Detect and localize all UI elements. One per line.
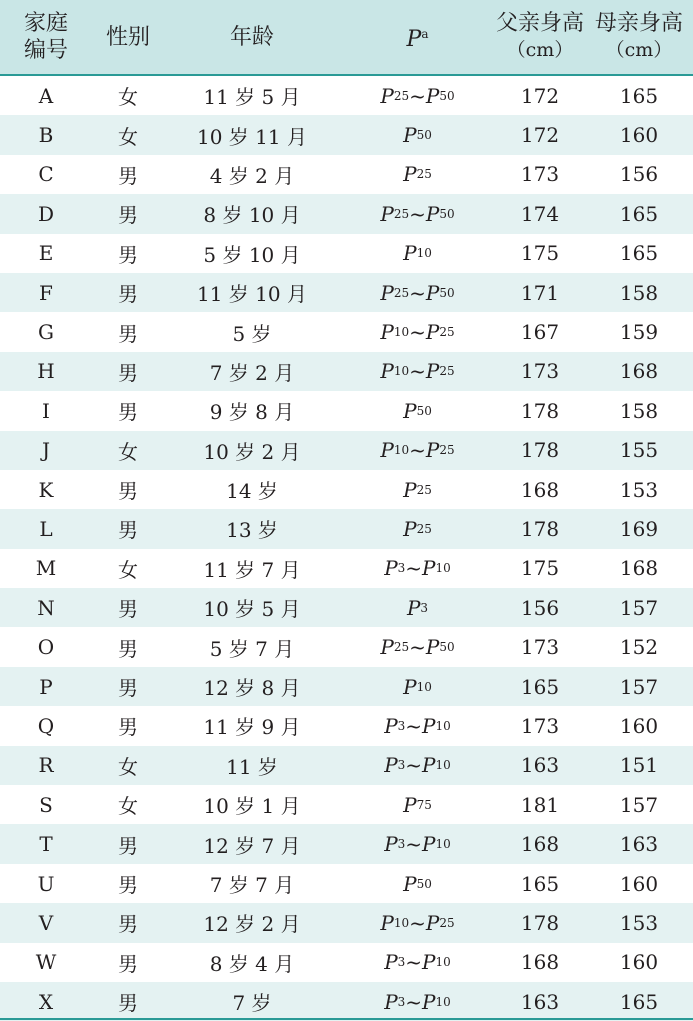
percentile-symbol: P	[380, 910, 394, 935]
cell-age: 5 岁 10 月	[203, 242, 301, 267]
cell-family-id: Q	[37, 713, 55, 738]
percentile-subscript: 25	[393, 88, 410, 103]
percentile-symbol: P	[384, 713, 398, 738]
cell-father-height: 165	[520, 674, 560, 699]
percentile-subscript: 25	[439, 364, 455, 379]
cell-age: 14 岁	[226, 479, 278, 504]
table-row	[0, 706, 693, 745]
cell-percentile	[340, 627, 495, 666]
cell-family-id: K	[38, 477, 54, 502]
cell-percentile	[340, 982, 495, 1021]
cell-family-id: E	[38, 241, 54, 266]
percentile-subscript: 25	[393, 206, 410, 221]
cell-father-height: 172	[520, 83, 560, 108]
cell-mother-height: 155	[619, 438, 659, 463]
percentile-subscript: 10	[435, 955, 451, 970]
cell-age: 13 岁	[226, 518, 278, 543]
cell-family-id: N	[37, 595, 55, 620]
percentile-subscript: 3	[397, 758, 406, 773]
percentile-subscript: 50	[439, 206, 455, 221]
cell-percentile	[340, 549, 495, 588]
table-row	[0, 824, 693, 863]
cell-percentile	[340, 115, 495, 154]
cell-family-id: X	[38, 989, 54, 1014]
percentile-symbol: ~P	[409, 280, 440, 305]
cell-mother-height: 156	[619, 162, 659, 187]
cell-age: 8 岁 4 月	[209, 951, 295, 976]
percentile-symbol: P	[380, 280, 394, 305]
cell-family-id: H	[37, 359, 55, 384]
cell-age: 7 岁	[232, 991, 272, 1016]
cell-age: 10 岁 2 月	[203, 439, 301, 464]
percentile-symbol: ~P	[405, 713, 436, 738]
cell-father-height: 171	[520, 280, 560, 305]
cell-sex: 男	[118, 518, 138, 543]
percentile-symbol: P	[403, 398, 417, 423]
percentile-subscript: 10	[435, 994, 451, 1009]
cell-mother-height: 165	[619, 201, 659, 226]
table-row	[0, 903, 693, 942]
cell-family-id: I	[42, 398, 50, 423]
percentile-subscript: 50	[416, 403, 432, 418]
table-row	[0, 667, 693, 706]
cell-mother-height: 152	[619, 635, 659, 660]
cell-age: 10 岁 5 月	[203, 597, 301, 622]
cell-percentile	[340, 706, 495, 745]
percentile-symbol: ~P	[409, 635, 440, 660]
table-row	[0, 864, 693, 903]
percentile-symbol: P	[380, 359, 394, 384]
cell-age: 12 岁 2 月	[203, 912, 301, 937]
cell-age: 9 岁 8 月	[209, 400, 295, 425]
cell-father-height: 174	[520, 201, 560, 226]
cell-percentile	[340, 667, 495, 706]
cell-sex: 男	[118, 282, 138, 307]
header-percentile	[340, 0, 495, 74]
table-row	[0, 352, 693, 391]
percentile-symbol: P	[380, 320, 394, 345]
cell-mother-height: 153	[619, 477, 659, 502]
cell-sex: 男	[118, 163, 138, 188]
cell-sex: 男	[118, 479, 138, 504]
cell-mother-height: 163	[619, 832, 659, 857]
percentile-subscript: 75	[416, 797, 432, 812]
table-body	[0, 76, 693, 1021]
cell-age: 12 岁 8 月	[203, 676, 301, 701]
cell-age: 10 岁 1 月	[203, 794, 301, 819]
percentile-subscript: 10	[393, 364, 410, 379]
percentile-subscript: 25	[439, 915, 455, 930]
percentile-subscript: 3	[397, 955, 406, 970]
table-row	[0, 627, 693, 666]
percentile-symbol: P	[406, 595, 421, 620]
cell-father-height: 163	[520, 753, 560, 778]
cell-family-id: S	[39, 792, 53, 817]
percentile-symbol: P	[380, 83, 394, 108]
percentile-subscript: 10	[416, 679, 432, 694]
cell-age: 8 岁 10 月	[203, 203, 301, 228]
cell-age: 11 岁 7 月	[203, 557, 301, 582]
header-mother-height-line2: （cm）	[605, 39, 673, 61]
percentile-subscript: 3	[397, 561, 406, 576]
cell-percentile	[340, 588, 495, 627]
cell-age: 10 岁 11 月	[197, 124, 307, 149]
cell-percentile	[340, 785, 495, 824]
percentile-symbol: P	[403, 792, 417, 817]
percentile-symbol: P	[380, 438, 394, 463]
table-row	[0, 234, 693, 273]
cell-percentile	[340, 903, 495, 942]
cell-sex: 女	[118, 754, 138, 779]
cell-father-height: 165	[520, 871, 560, 896]
header-father-height-line1: 父亲身高	[495, 11, 584, 36]
cell-percentile	[340, 746, 495, 785]
percentile-symbol: P	[403, 241, 417, 266]
percentile-subscript: 25	[416, 167, 432, 182]
percentile-subscript: 10	[393, 915, 410, 930]
cell-percentile	[340, 824, 495, 863]
cell-family-id: O	[37, 635, 55, 660]
percentile-subscript: 3	[397, 837, 406, 852]
cell-father-height: 167	[520, 320, 560, 345]
cell-family-id: R	[38, 753, 54, 778]
cell-percentile	[340, 943, 495, 982]
cell-sex: 女	[118, 439, 138, 464]
table-row	[0, 746, 693, 785]
cell-mother-height: 165	[619, 989, 659, 1014]
cell-family-id: G	[38, 320, 54, 345]
percentile-subscript: 3	[420, 600, 429, 615]
percentile-symbol: P	[384, 950, 398, 975]
cell-father-height: 168	[520, 832, 560, 857]
cell-percentile	[340, 470, 495, 509]
cell-family-id: D	[37, 201, 55, 226]
cell-mother-height: 165	[619, 241, 659, 266]
table-row	[0, 549, 693, 588]
cell-mother-height: 157	[619, 674, 659, 699]
cell-sex: 男	[118, 203, 138, 228]
cell-mother-height: 165	[619, 83, 659, 108]
percentile-subscript: 3	[397, 718, 406, 733]
header-family-id-line1: 家庭	[23, 11, 68, 36]
cell-father-height: 175	[520, 556, 560, 581]
table-row	[0, 943, 693, 982]
cell-age: 7 岁 7 月	[209, 873, 295, 897]
cell-family-id: M	[35, 556, 57, 581]
cell-father-height: 175	[520, 241, 560, 266]
table-row	[0, 273, 693, 312]
table-row	[0, 115, 693, 154]
percentile-symbol: P	[380, 201, 394, 226]
percentile-symbol: P	[403, 516, 417, 541]
cell-percentile	[340, 155, 495, 194]
cell-family-id: F	[39, 280, 53, 305]
cell-sex: 男	[118, 951, 138, 976]
header-sex-label: 性别	[105, 24, 150, 50]
cell-age: 5 岁 7 月	[209, 636, 295, 661]
cell-mother-height: 158	[619, 398, 659, 423]
cell-sex: 男	[118, 991, 138, 1016]
cell-father-height: 181	[520, 792, 560, 817]
percentile-symbol: ~P	[409, 438, 440, 463]
cell-sex: 男	[118, 676, 138, 701]
cell-age: 5 岁	[232, 321, 272, 346]
cell-family-id: U	[37, 871, 55, 896]
cell-sex: 女	[118, 794, 138, 819]
percentile-subscript: 25	[439, 325, 455, 340]
cell-family-id: J	[41, 438, 51, 463]
cell-mother-height: 153	[619, 910, 659, 935]
cell-family-id: L	[39, 516, 53, 541]
cell-sex: 男	[118, 360, 138, 385]
cell-age: 11 岁 10 月	[197, 282, 307, 307]
table-row	[0, 982, 693, 1021]
percentile-subscript: 10	[435, 561, 451, 576]
header-percentile-symbol: P	[406, 27, 422, 52]
percentile-symbol: P	[403, 674, 417, 699]
percentile-symbol: P	[403, 123, 417, 148]
cell-father-height: 173	[520, 162, 560, 187]
cell-mother-height: 168	[619, 556, 659, 581]
percentile-symbol: P	[403, 162, 417, 187]
percentile-symbol: ~P	[409, 201, 440, 226]
percentile-symbol: ~P	[405, 950, 436, 975]
table-row	[0, 312, 693, 351]
table-header-row	[0, 0, 693, 74]
cell-family-id: C	[38, 162, 54, 187]
cell-mother-height: 160	[619, 950, 659, 975]
cell-sex: 男	[118, 321, 138, 346]
cell-sex: 女	[118, 85, 138, 110]
table-row	[0, 76, 693, 115]
table-row	[0, 470, 693, 509]
cell-father-height: 178	[520, 910, 560, 935]
cell-father-height: 178	[520, 438, 560, 463]
percentile-symbol: P	[380, 635, 394, 660]
cell-mother-height: 157	[619, 595, 659, 620]
cell-sex: 男	[118, 636, 138, 661]
percentile-symbol: P	[384, 832, 398, 857]
header-family-id-line2: 编号	[23, 38, 68, 63]
cell-family-id: T	[39, 832, 53, 857]
percentile-subscript: 25	[416, 482, 432, 497]
percentile-symbol: P	[403, 871, 417, 896]
percentile-subscript: 10	[393, 443, 410, 458]
percentile-subscript: 50	[416, 876, 432, 891]
header-father-height	[495, 0, 585, 74]
percentile-subscript: 10	[435, 718, 451, 733]
cell-mother-height: 158	[619, 280, 659, 305]
percentile-subscript: 10	[435, 758, 451, 773]
cell-percentile	[340, 273, 495, 312]
cell-sex: 男	[118, 242, 138, 267]
cell-sex: 男	[118, 833, 138, 858]
header-mother-height	[585, 0, 693, 74]
percentile-symbol: ~P	[409, 320, 440, 345]
percentile-subscript: 10	[393, 325, 410, 340]
cell-mother-height: 157	[619, 792, 659, 817]
cell-sex: 男	[118, 597, 138, 622]
cell-age: 4 岁 2 月	[209, 163, 295, 188]
percentile-symbol: P	[384, 556, 398, 581]
table-row	[0, 391, 693, 430]
percentile-subscript: 3	[397, 994, 406, 1009]
percentile-subscript: 50	[439, 285, 455, 300]
percentile-symbol: ~P	[405, 832, 436, 857]
cell-father-height: 163	[520, 989, 560, 1014]
header-family-id	[0, 0, 92, 74]
cell-father-height: 173	[520, 635, 560, 660]
cell-percentile	[340, 194, 495, 233]
cell-mother-height: 160	[619, 713, 659, 738]
percentile-symbol: ~P	[409, 359, 440, 384]
cell-father-height: 156	[520, 595, 560, 620]
cell-father-height: 173	[520, 713, 560, 738]
percentile-subscript: 25	[439, 443, 455, 458]
cell-percentile	[340, 509, 495, 548]
cell-percentile	[340, 234, 495, 273]
cell-sex: 女	[118, 124, 138, 149]
header-age	[164, 0, 340, 74]
cell-father-height: 173	[520, 359, 560, 384]
cell-percentile	[340, 431, 495, 470]
cell-percentile	[340, 76, 495, 115]
percentile-symbol: P	[384, 989, 398, 1014]
percentile-symbol: ~P	[405, 753, 436, 778]
cell-age: 11 岁	[226, 754, 278, 779]
header-father-height-line2: （cm）	[506, 39, 574, 61]
header-percentile-note: a	[421, 27, 429, 41]
cell-family-id: P	[39, 674, 53, 699]
table-row	[0, 509, 693, 548]
cell-father-height: 172	[520, 123, 560, 148]
cell-father-height: 178	[520, 398, 560, 423]
percentile-subscript: 25	[416, 521, 432, 536]
cell-father-height: 168	[520, 477, 560, 502]
cell-family-id: V	[38, 910, 54, 935]
cell-father-height: 168	[520, 950, 560, 975]
percentile-symbol: ~P	[409, 910, 440, 935]
header-sex	[92, 0, 164, 74]
cell-age: 12 岁 7 月	[203, 833, 301, 858]
cell-percentile	[340, 312, 495, 351]
cell-sex: 男	[118, 715, 138, 740]
percentile-subscript: 50	[439, 640, 455, 655]
percentile-symbol: P	[403, 477, 417, 502]
percentile-subscript: 10	[416, 246, 432, 261]
cell-sex: 男	[118, 400, 138, 425]
percentile-subscript: 50	[416, 128, 432, 143]
cell-age: 7 岁 2 月	[209, 360, 295, 385]
percentile-subscript: 25	[393, 285, 410, 300]
table-row	[0, 194, 693, 233]
cell-sex: 男	[118, 912, 138, 937]
cell-mother-height: 151	[619, 753, 659, 778]
percentile-subscript: 10	[435, 837, 451, 852]
table-row	[0, 431, 693, 470]
cell-family-id: A	[38, 83, 54, 108]
percentile-symbol: ~P	[405, 989, 436, 1014]
header-mother-height-line1: 母亲身高	[594, 11, 683, 36]
cell-father-height: 178	[520, 516, 560, 541]
cell-percentile	[340, 391, 495, 430]
percentile-subscript: 50	[439, 88, 455, 103]
header-age-label: 年龄	[229, 24, 274, 50]
percentile-symbol: ~P	[405, 556, 436, 581]
cell-family-id: B	[38, 123, 54, 148]
cell-percentile	[340, 352, 495, 391]
cell-mother-height: 160	[619, 123, 659, 148]
cell-age: 11 岁 5 月	[203, 85, 301, 110]
cell-sex: 女	[118, 557, 138, 582]
cell-sex: 男	[118, 873, 138, 897]
cell-mother-height: 160	[619, 871, 659, 896]
cell-family-id: W	[35, 950, 57, 975]
cell-mother-height: 169	[619, 516, 659, 541]
table-row	[0, 588, 693, 627]
percentile-symbol: ~P	[409, 83, 440, 108]
percentile-subscript: 25	[393, 640, 410, 655]
cell-mother-height: 168	[619, 359, 659, 384]
header-percentile-label	[407, 21, 429, 53]
cell-percentile	[340, 864, 495, 903]
table-row	[0, 155, 693, 194]
table-row	[0, 785, 693, 824]
cell-mother-height: 159	[619, 320, 659, 345]
cell-age: 11 岁 9 月	[203, 715, 301, 740]
percentile-symbol: P	[384, 753, 398, 778]
